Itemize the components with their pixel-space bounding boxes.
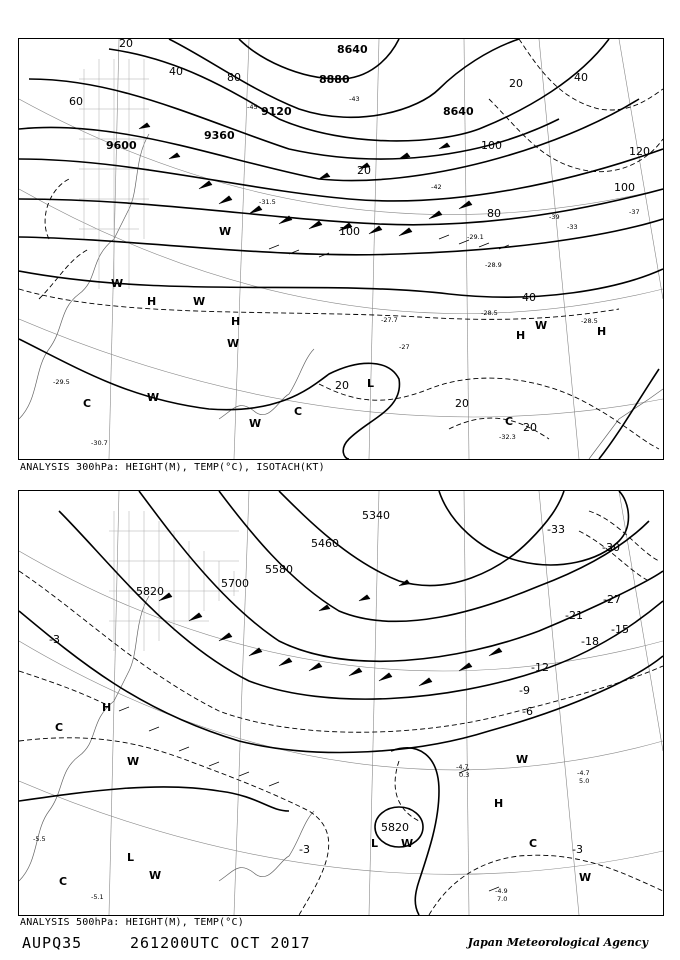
- warm-center-symbol: W: [149, 869, 162, 882]
- height-label: 5340: [362, 509, 390, 522]
- temp-label: -27: [603, 593, 621, 606]
- temp-label: -30.7: [91, 439, 108, 447]
- temp-label: 7.0: [497, 895, 508, 903]
- temp-label: -27: [399, 343, 410, 351]
- isotach-label: 20: [455, 397, 469, 410]
- temp-label: -45: [247, 103, 258, 111]
- temp-label: -29.5: [53, 378, 70, 386]
- isotach-label: 80: [227, 71, 241, 84]
- temp-label: -21: [565, 609, 583, 622]
- temp-label: -4.7: [577, 769, 590, 777]
- high-pressure-symbol: H: [597, 325, 607, 338]
- isotach-label: 80: [487, 207, 501, 220]
- temp-label: -18: [581, 635, 599, 648]
- warm-center-symbol: W: [516, 753, 529, 766]
- warm-center-symbol: W: [193, 295, 206, 308]
- temp-label: -37: [629, 208, 640, 216]
- temp-label: -5.1: [91, 893, 104, 901]
- agency-name: Japan Meteorological Agency: [467, 936, 648, 949]
- temp-label: -30: [602, 541, 620, 554]
- temp-label: 0.3: [459, 771, 470, 779]
- height-label: 8640: [337, 43, 368, 56]
- height-label: 5580: [265, 563, 293, 576]
- isotach-label: 40: [169, 65, 183, 78]
- isotach-label: 120: [629, 145, 650, 158]
- temp-label: -3: [572, 843, 583, 856]
- valid-time: 261200UTC OCT 2017: [130, 934, 311, 952]
- temp-label: -3: [49, 633, 60, 646]
- graticule: [19, 39, 663, 459]
- height-label: 9360: [204, 129, 235, 142]
- height-label: 5820: [136, 585, 164, 598]
- temp-label: -15: [611, 623, 629, 636]
- warm-center-symbol: W: [127, 755, 140, 768]
- caption-500hpa: ANALYSIS 500hPa: HEIGHT(M), TEMP(°C): [20, 917, 244, 928]
- cold-center-symbol: C: [59, 875, 68, 888]
- warm-center-symbol: W: [227, 337, 240, 350]
- cold-center-symbol: C: [83, 397, 92, 410]
- warm-center-symbol: W: [219, 225, 232, 238]
- height-label: 8880: [319, 73, 350, 86]
- temp-label: -43: [349, 95, 360, 103]
- height-label: 9120: [261, 105, 292, 118]
- temp-label: -28.9: [485, 261, 502, 269]
- temp-label: -33: [567, 223, 578, 231]
- height-label: 5820: [381, 821, 409, 834]
- high-pressure-symbol: H: [231, 315, 241, 328]
- isotach-label: 40: [574, 71, 588, 84]
- warm-center-symbol: W: [249, 417, 262, 430]
- wind-barbs: [119, 580, 502, 891]
- graticule: [19, 491, 663, 915]
- height-label: 9600: [106, 139, 137, 152]
- high-pressure-symbol: H: [516, 329, 526, 342]
- high-pressure-symbol: H: [494, 797, 504, 810]
- temp-label: -32.3: [499, 433, 516, 441]
- map-300hpa-canvas: [19, 39, 663, 459]
- temp-label: -29.1: [467, 233, 484, 241]
- high-pressure-symbol: H: [102, 701, 112, 714]
- low-pressure-symbol: L: [127, 851, 135, 864]
- temp-label: 5.0: [579, 777, 590, 785]
- temp-label: -28.5: [481, 309, 498, 317]
- cold-center-symbol: C: [529, 837, 538, 850]
- isotach-label: 100: [339, 225, 360, 238]
- warm-center-symbol: W: [579, 871, 592, 884]
- height-label: 5460: [311, 537, 339, 550]
- warm-center-symbol: W: [535, 319, 548, 332]
- temp-label: -12: [531, 661, 549, 674]
- map-500hpa-canvas: [19, 491, 663, 915]
- isotach-label: 20: [357, 164, 371, 177]
- temp-label: -42: [431, 183, 442, 191]
- height-label: 8640: [443, 105, 474, 118]
- temp-label: -3: [299, 843, 310, 856]
- hatched-area: [79, 59, 149, 289]
- isotach-label: 20: [119, 39, 133, 50]
- warm-center-symbol: W: [111, 277, 124, 290]
- temp-label: -6: [522, 705, 533, 718]
- temp-label: -5.5: [33, 835, 46, 843]
- temp-label: -27.7: [381, 316, 398, 324]
- warm-center-symbol: W: [401, 837, 414, 850]
- low-pressure-symbol: L: [371, 837, 379, 850]
- temp-label: -28.5: [581, 317, 598, 325]
- caption-300hpa: ANALYSIS 300hPa: HEIGHT(M), TEMP(°C), ISOTACH(KT): [20, 462, 325, 473]
- warm-center-symbol: W: [147, 391, 160, 404]
- isotach-label: 100: [614, 181, 635, 194]
- cold-center-symbol: C: [294, 405, 303, 418]
- chart-code: AUPQ35: [22, 934, 83, 952]
- cold-center-symbol: C: [505, 415, 514, 428]
- cold-center-symbol: C: [55, 721, 64, 734]
- temp-label: -9: [519, 684, 530, 697]
- isotach-label: 20: [523, 421, 537, 434]
- isotach-label: 20: [335, 379, 349, 392]
- temp-label: -4.7: [456, 763, 469, 771]
- isotach-label: 100: [481, 139, 502, 152]
- height-contours: [19, 39, 663, 459]
- map-panel-300hpa: [18, 38, 664, 460]
- temp-label: -31.5: [259, 198, 276, 206]
- height-contours: [19, 491, 663, 915]
- coastline: [19, 596, 314, 881]
- isotach-label: 20: [509, 77, 523, 90]
- isotach-label: 40: [522, 291, 536, 304]
- temp-label: -33: [547, 523, 565, 536]
- map-panel-500hpa: [18, 490, 664, 916]
- temp-label: -39: [549, 213, 560, 221]
- isotach-label: 60: [69, 95, 83, 108]
- temp-label: -4.9: [495, 887, 508, 895]
- height-label: 5700: [221, 577, 249, 590]
- low-pressure-symbol: L: [367, 377, 375, 390]
- wind-barbs: [139, 123, 509, 257]
- high-pressure-symbol: H: [147, 295, 157, 308]
